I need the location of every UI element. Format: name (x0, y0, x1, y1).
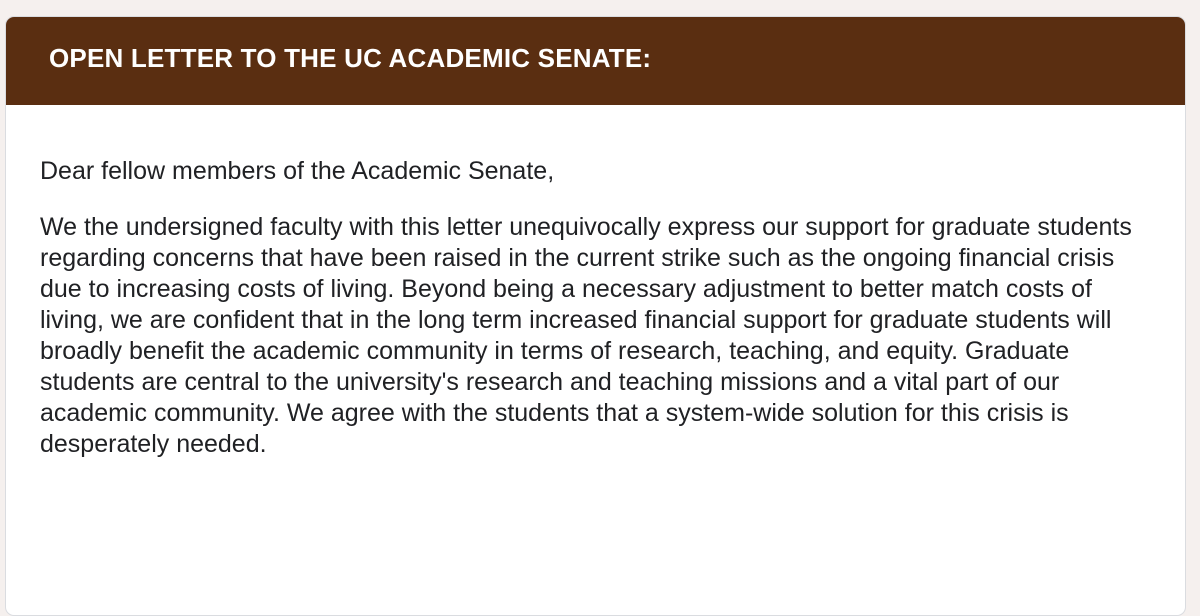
letter-paragraph: We the undersigned faculty with this letter unequivocally express our support for graduate students regarding concerns that have been raised in the current strike such as the ongoing financial crisis due to increasing costs of living. Beyond being a necessary adjustment to better match costs of living, we are confident that in the long term increased financial support for graduate students will broadly benefit the academic community in terms of research, teaching, and equity. Graduate students are central to the university's research and teaching missions and a vital part of our academic community. We agree with the students that a system-wide solution for this crisis is desperately needed. (40, 213, 1132, 458)
form-header (6, 17, 1185, 105)
form-title: OPEN LETTER TO THE UC ACADEMIC SENATE: (49, 42, 652, 73)
form-description (6, 105, 1185, 460)
letter-salutation: Dear fellow members of the Academic Senate, (40, 157, 555, 185)
form-card (5, 16, 1186, 616)
